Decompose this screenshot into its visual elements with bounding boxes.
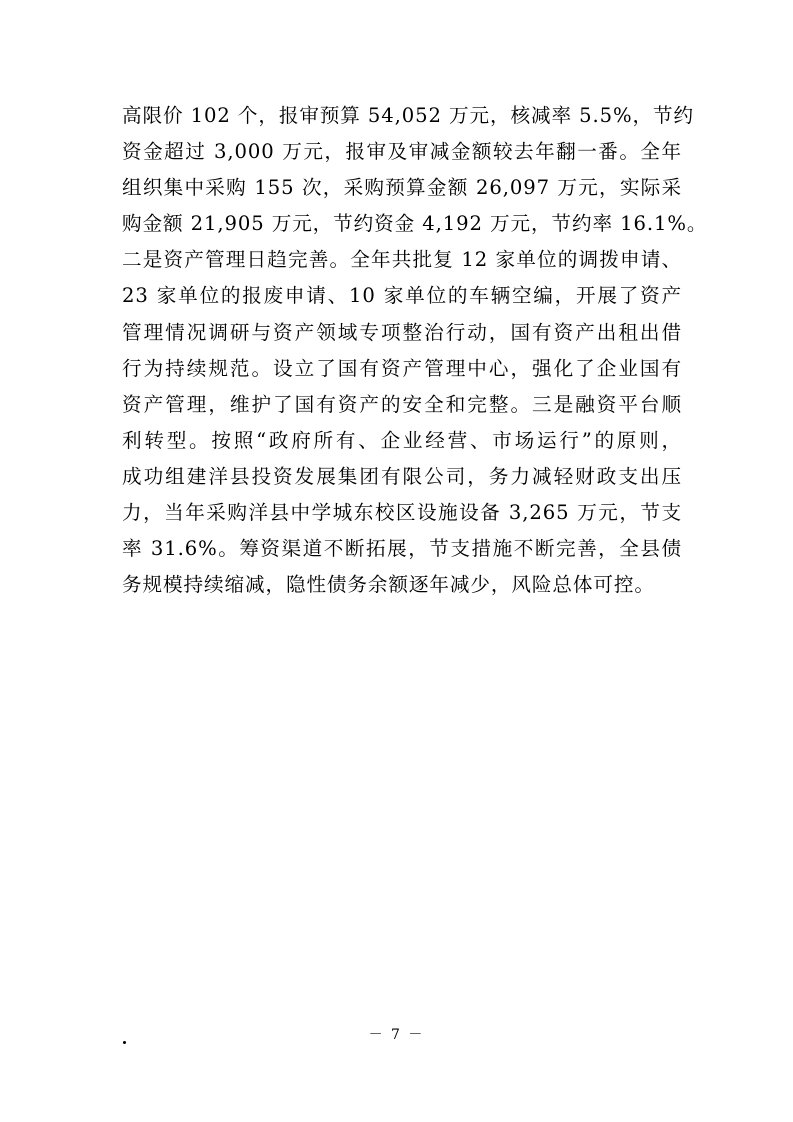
paragraph-line-12: 力，当年采购洋县中学城东校区设施设备 3,265 万元，节支: [122, 501, 682, 525]
paragraph-line-11: 成功组建洋县投资发展集团有限公司，务力减轻财政支出压: [122, 464, 682, 488]
paragraph-line-2: 资金超过 3,000 万元，报审及审减金额较去年翻一番。全年: [122, 140, 682, 164]
paragraph-line-1: 高限价 102 个，报审预算 54,052 万元，核减率 5.5%，节约: [122, 104, 694, 127]
paragraph-line-5: 二是资产管理日趋完善。全年共批复 12 家单位的调拨申请、: [122, 248, 682, 272]
paragraph-line-3: 组织集中采购 155 次，采购预算金额 26,097 万元，实际采: [122, 176, 682, 200]
body-paragraph: [122, 98, 708, 603]
paragraph-line-9: 资产管理，维护了国有资产的安全和完整。三是融资平台顺: [122, 392, 682, 416]
paragraph-line-6: 23 家单位的报废申请、10 家单位的车辆空编，开展了资产: [122, 284, 682, 308]
paragraph-line-8: 行为持续规范。设立了国有资产管理中心，强化了企业国有: [122, 356, 682, 380]
paragraph-line-7: 管理情况调研与资产领域专项整治行动，国有资产出租出借: [122, 320, 682, 344]
paragraph-line-14: 务规模持续缩减，隐性债务余额逐年减少，风险总体可控。: [122, 573, 655, 597]
paragraph-line-10: 利转型。按照“政府所有、企业经营、市场运行”的原则，: [122, 428, 682, 452]
stray-dot-mark: [123, 1041, 126, 1044]
page-number: － 7 －: [368, 1027, 425, 1043]
paragraph-line-4: 购金额 21,905 万元，节约资金 4,192 万元，节约率 16.1%。: [122, 212, 708, 236]
paragraph-line-13: 率 31.6%。筹资渠道不断拓展，节支措施不断完善，全县债: [122, 537, 682, 561]
